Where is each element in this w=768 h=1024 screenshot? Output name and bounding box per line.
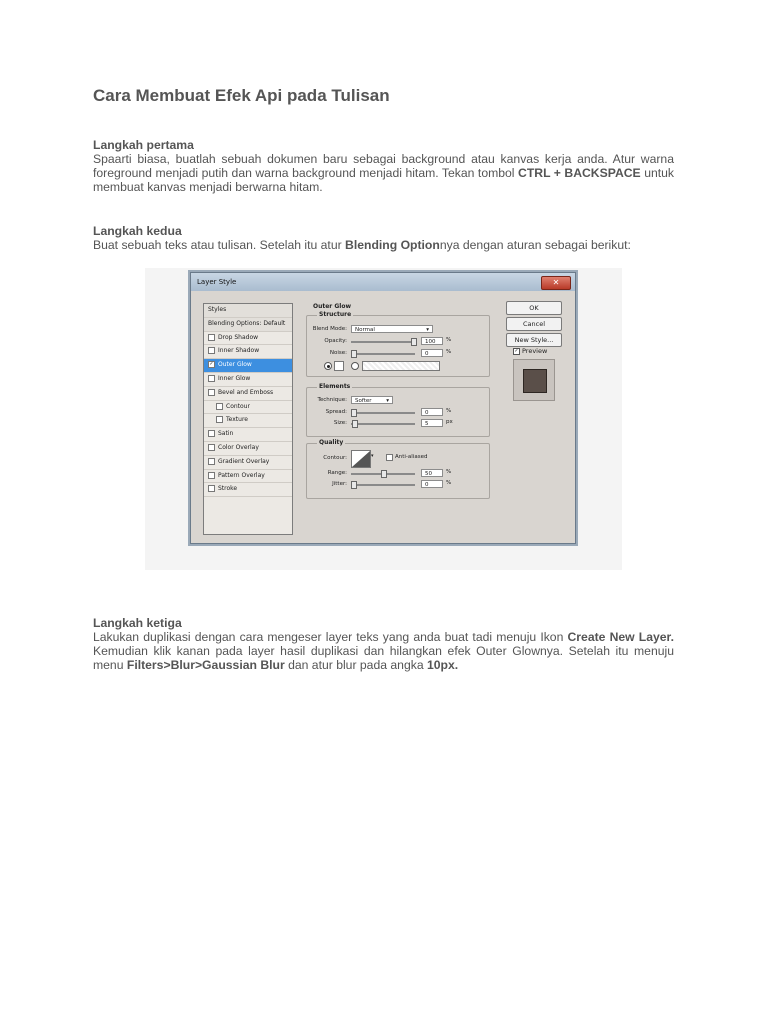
px-label: px	[446, 419, 453, 425]
size-slider[interactable]	[351, 423, 415, 425]
size-input[interactable]: 5	[421, 419, 443, 427]
style-item-label: Blending Options: Default	[208, 319, 286, 327]
antialiased-checkbox[interactable]	[386, 454, 393, 461]
style-item[interactable]	[204, 428, 292, 442]
blend-mode-label: Blend Mode:	[312, 326, 347, 332]
range-label: Range:	[327, 470, 347, 476]
blending-option-text: Blending Option	[345, 238, 440, 252]
style-checkbox[interactable]	[208, 334, 215, 341]
spread-slider-thumb[interactable]	[351, 409, 357, 417]
style-checkbox[interactable]	[216, 403, 223, 410]
range-input[interactable]: 50	[421, 469, 443, 477]
style-item-label: Bevel and Emboss	[218, 388, 274, 396]
style-item[interactable]	[204, 442, 292, 456]
size-label: Size:	[333, 420, 347, 426]
layer-style-dialog	[190, 272, 576, 544]
style-item-label: Inner Glow	[218, 374, 251, 382]
step-1-text: Spaarti biasa, buatlah sebuah dokumen baru sebagai background atau kanvas kerja anda. Atur warna foreground menjadi putih dan warna background menjadi hitam. Tekan tombol CTRL + BACKSPACE untuk membuat kanvas menjadi berwarna hitam.	[93, 152, 675, 194]
glow-color-swatch[interactable]	[334, 361, 344, 371]
step-2-text: Buat sebuah teks atau tulisan. Setelah itu atur Blending Optionnya dengan aturan sebagai berikut:	[93, 238, 631, 252]
opacity-slider[interactable]	[351, 341, 415, 343]
style-item[interactable]	[204, 332, 292, 346]
style-item-label: Styles	[208, 306, 227, 313]
percent-label: %	[446, 480, 452, 486]
jitter-slider[interactable]	[351, 484, 415, 486]
style-checkbox[interactable]	[208, 430, 215, 437]
chevron-down-icon: ▾	[386, 398, 389, 404]
cancel-button[interactable]: Cancel	[506, 317, 562, 331]
spread-input[interactable]: 0	[421, 408, 443, 416]
step-3-text: Lakukan duplikasi dengan cara mengeser layer teks yang anda buat tadi menuju Ikon Create New Layer. Kemudian klik kanan pada layer hasil duplikasi dan hilangkan efek Outer Glownya. Setelah itu menuju menu Filters>Blur>Gaussian Blur dan atur blur pada angka 10px.	[93, 630, 674, 672]
style-item-label: Outer Glow	[218, 361, 252, 369]
jitter-slider-thumb[interactable]	[351, 481, 357, 489]
elements-title: Elements	[319, 383, 351, 390]
style-item[interactable]	[204, 470, 292, 484]
styles-list	[203, 303, 293, 535]
style-item-label: Contour	[226, 402, 250, 410]
percent-label: %	[446, 469, 452, 475]
style-checkbox[interactable]	[208, 389, 215, 396]
noise-label: Noise:	[329, 350, 347, 356]
gradient-picker[interactable]	[362, 361, 440, 371]
style-item[interactable]	[204, 387, 292, 401]
page-title: Cara Membuat Efek Api pada Tulisan	[93, 86, 390, 105]
style-item[interactable]	[204, 414, 292, 428]
spread-label: Spread:	[325, 409, 347, 415]
style-item[interactable]	[204, 318, 292, 332]
style-checkbox[interactable]	[208, 485, 215, 492]
ok-button[interactable]: OK	[506, 301, 562, 315]
gradient-radio[interactable]	[351, 362, 359, 370]
step-2-heading: Langkah kedua	[93, 224, 182, 238]
layer-style-screenshot	[145, 268, 622, 570]
style-item-label: Stroke	[218, 485, 238, 493]
style-checkbox[interactable]: ✓	[209, 361, 214, 368]
noise-slider[interactable]	[351, 353, 415, 355]
style-item[interactable]	[204, 401, 292, 415]
outer-glow-title: Outer Glow	[313, 303, 352, 310]
style-checkbox[interactable]	[208, 458, 215, 465]
technique-label: Technique:	[317, 397, 347, 403]
contour-label: Contour:	[323, 455, 347, 461]
style-item[interactable]	[204, 483, 292, 497]
close-icon[interactable]: ✕	[541, 276, 571, 290]
chevron-down-icon: ▾	[426, 327, 429, 333]
opacity-slider-thumb[interactable]	[411, 338, 417, 346]
style-item[interactable]	[204, 345, 292, 359]
jitter-label: Jitter:	[332, 481, 347, 487]
blend-mode-select[interactable]: Normal ▾	[351, 325, 433, 333]
new-style-button[interactable]: New Style...	[506, 333, 562, 347]
chevron-down-icon[interactable]: ▾	[371, 453, 374, 459]
step-1-section	[93, 138, 674, 194]
style-item-label: Texture	[226, 416, 248, 424]
style-checkbox[interactable]	[208, 375, 215, 382]
step-2-section	[93, 224, 674, 252]
style-checkbox[interactable]	[216, 416, 223, 423]
opacity-label: Opacity:	[324, 338, 347, 344]
structure-title: Structure	[319, 311, 352, 318]
size-slider-thumb[interactable]	[352, 420, 358, 428]
style-item-label: Gradient Overlay	[218, 457, 270, 465]
percent-label: %	[446, 408, 452, 414]
gaussian-blur-menu-text: Filters>Blur>Gaussian Blur	[126, 658, 285, 672]
style-item[interactable]	[204, 373, 292, 387]
preview-checkbox[interactable]: ✓	[514, 348, 519, 354]
dialog-title: Layer Style	[191, 273, 575, 291]
percent-label: %	[446, 349, 452, 355]
spread-slider[interactable]	[351, 412, 415, 414]
style-checkbox[interactable]	[208, 472, 215, 479]
shortcut-text: CTRL + BACKSPACE	[518, 166, 641, 180]
style-item-label: Pattern Overlay	[218, 471, 265, 479]
contour-picker[interactable]	[351, 450, 371, 468]
opacity-input[interactable]: 100	[421, 337, 443, 345]
range-slider-thumb[interactable]	[381, 470, 387, 478]
style-preview	[513, 359, 555, 401]
blur-amount-text: 10px.	[427, 658, 459, 672]
step-3-heading: Langkah ketiga	[93, 616, 182, 630]
antialiased-label: Anti-aliased	[395, 454, 428, 460]
style-item[interactable]	[204, 304, 292, 318]
create-new-layer-text: Create New Layer.	[567, 630, 674, 644]
technique-select[interactable]: Softer ▾	[351, 396, 393, 404]
preview-label: Preview	[522, 347, 548, 355]
step-1-heading: Langkah pertama	[93, 138, 194, 152]
percent-label: %	[446, 337, 452, 343]
quality-title: Quality	[319, 439, 344, 446]
noise-input[interactable]: 0	[421, 349, 443, 357]
style-checkbox[interactable]	[208, 347, 215, 354]
style-item[interactable]	[204, 359, 292, 373]
style-item-label: Satin	[218, 430, 234, 438]
style-item-label: Color Overlay	[218, 443, 259, 451]
style-item[interactable]	[204, 456, 292, 470]
noise-slider-thumb[interactable]	[351, 350, 357, 358]
style-item-label: Inner Shadow	[218, 347, 260, 355]
color-radio[interactable]	[324, 362, 332, 370]
style-item-label: Drop Shadow	[218, 333, 259, 341]
step-3-section	[93, 616, 674, 672]
style-checkbox[interactable]	[208, 444, 215, 451]
jitter-input[interactable]: 0	[421, 480, 443, 488]
